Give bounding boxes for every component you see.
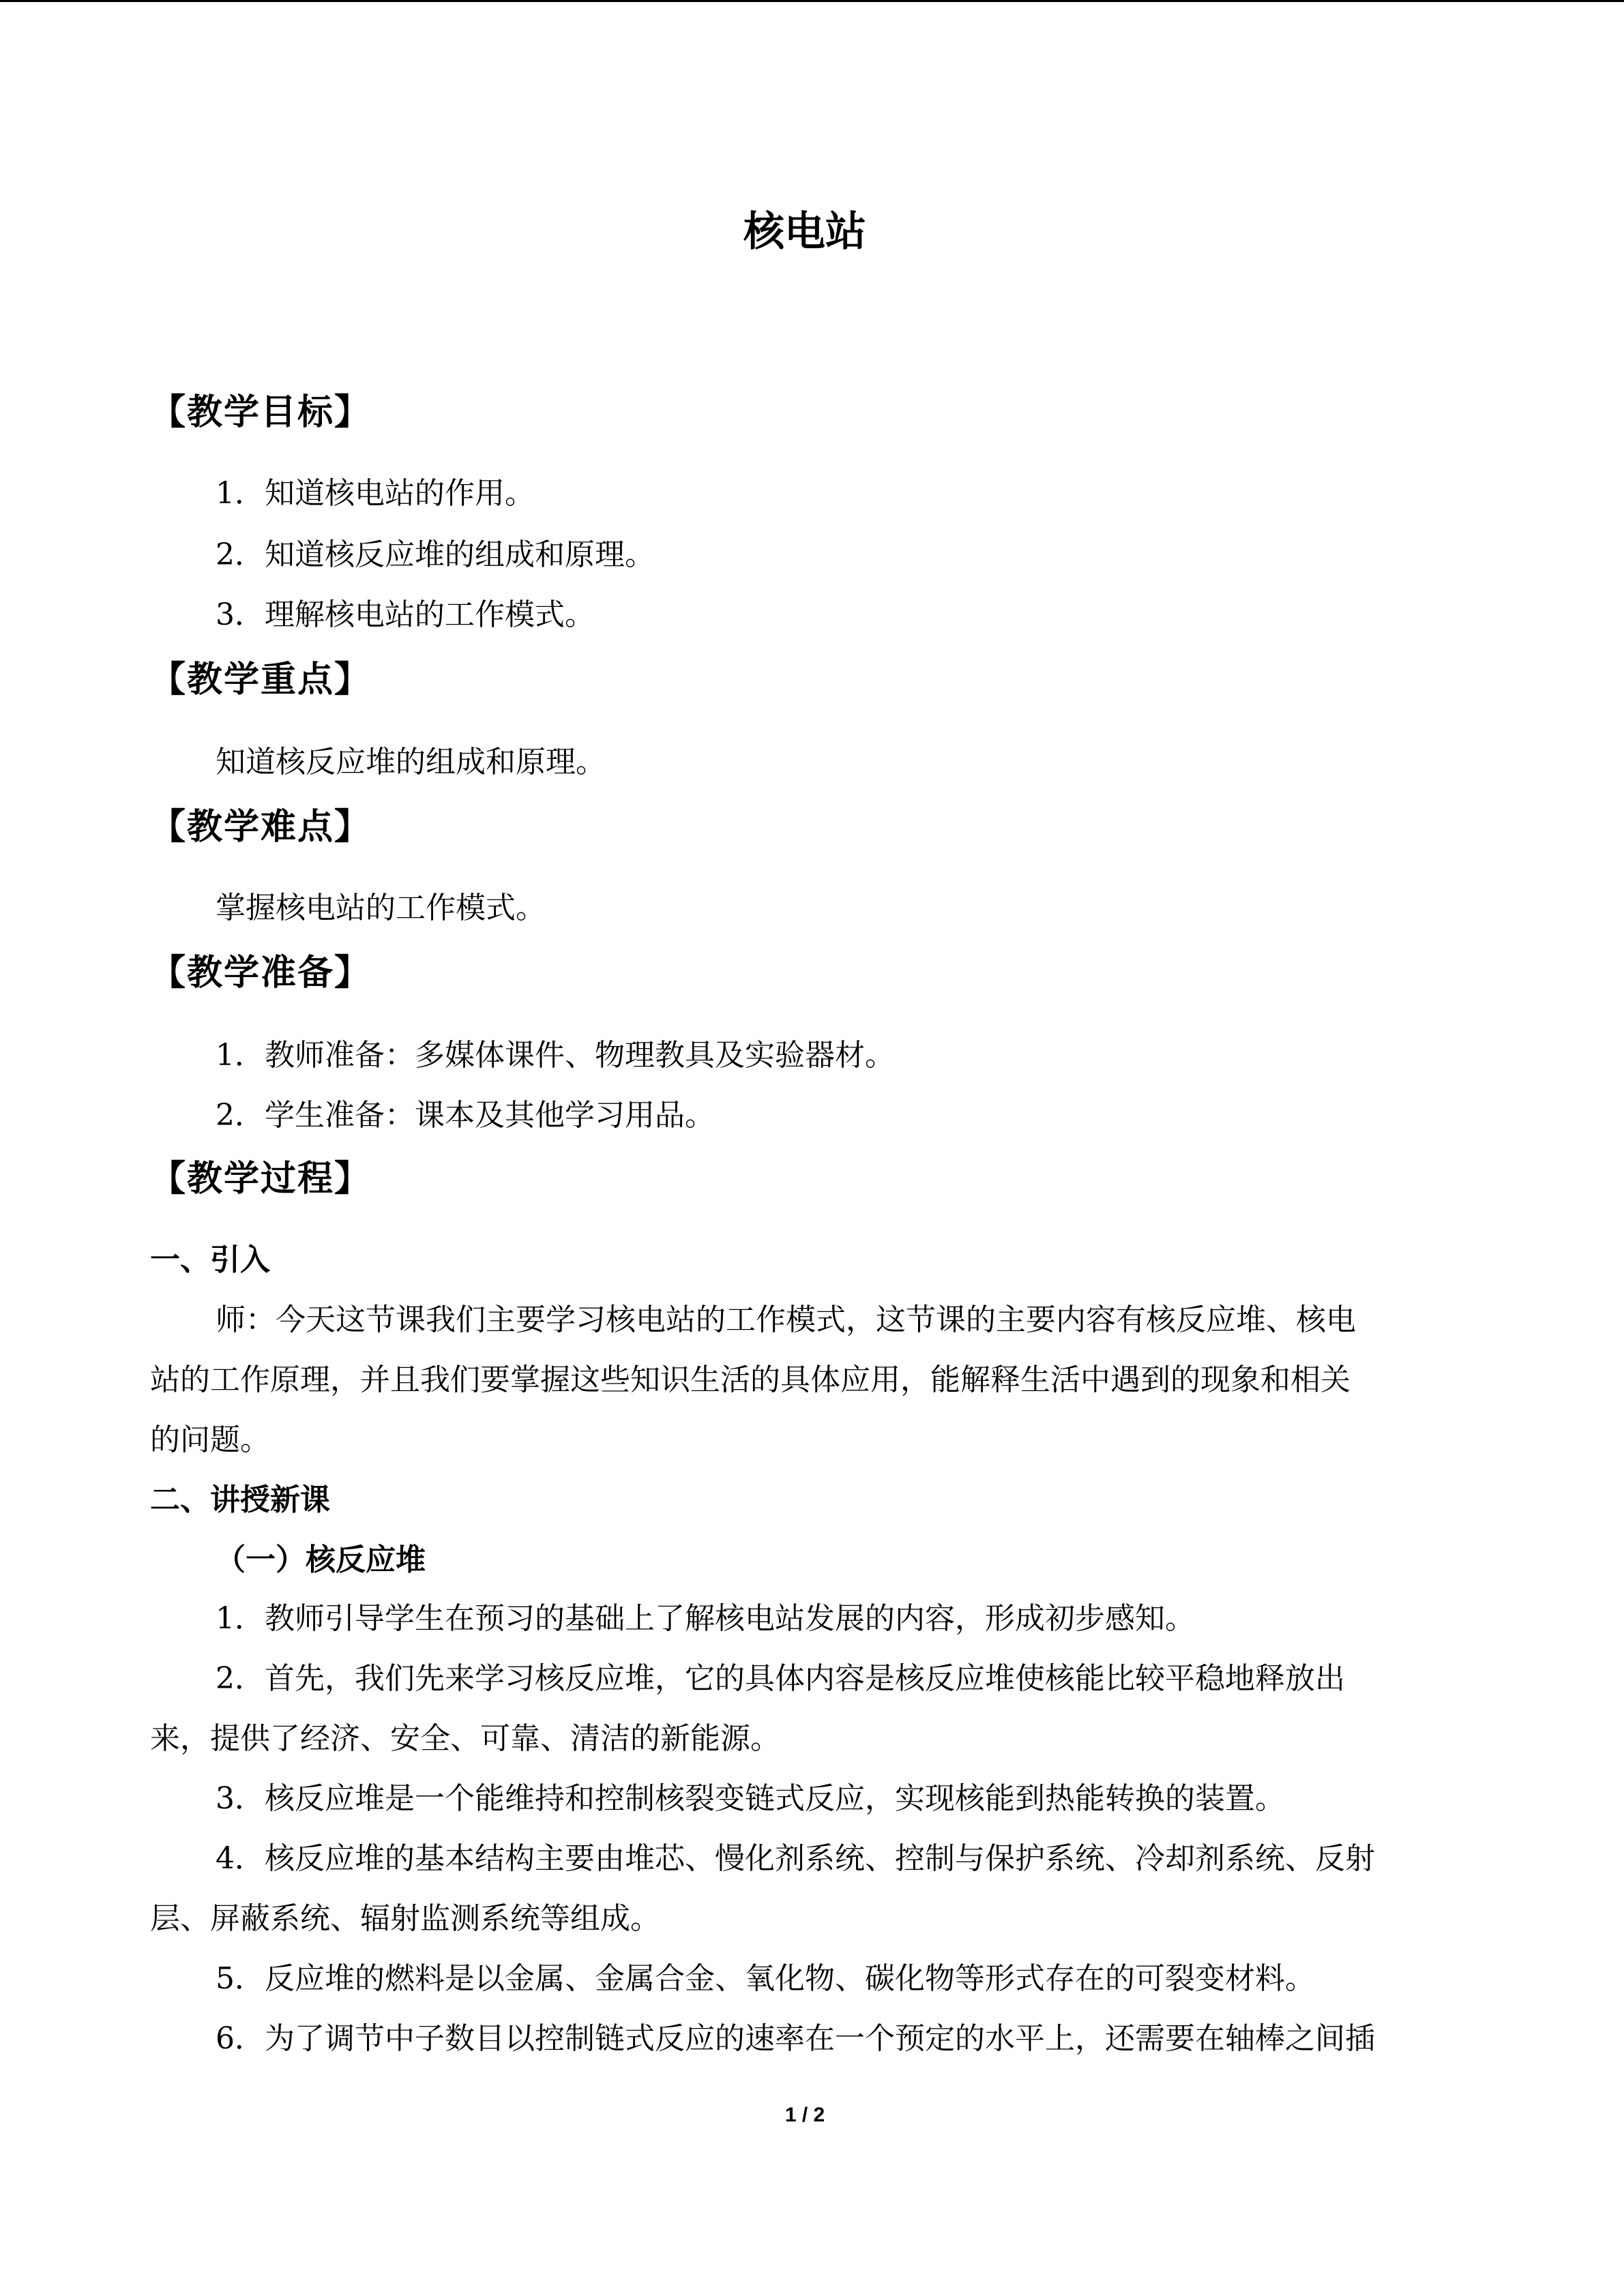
page-number: 1 / 2 <box>784 2104 825 2126</box>
paragraph-line: 4．核反应堆的基本结构主要由堆芯、慢化剂系统、控制与保护系统、冷却剂系统、反射 <box>216 1841 1375 1876</box>
paragraph-line: 2．首先，我们先来学习核反应堆，它的具体内容是核反应堆使核能比较平稳地释放出 <box>216 1661 1345 1696</box>
document-page <box>150 0 1460 2296</box>
key-points-text: 知道核反应堆的组成和原理。 <box>216 745 606 779</box>
objective-item: 3．理解核电站的工作模式。 <box>216 597 595 632</box>
reactor-subheading: （一）核反应堆 <box>216 1542 426 1577</box>
preparation-item: 2．学生准备：课本及其他学习用品。 <box>216 1098 715 1133</box>
paragraph-line: 5．反应堆的燃料是以金属、金属合金、氧化物、碳化物等形式存在的可裂变材料。 <box>216 1961 1315 1996</box>
paragraph-line: 1．教师引导学生在预习的基础上了解核电站发展的内容，形成初步感知。 <box>216 1601 1195 1636</box>
paragraph-line: 的问题。 <box>150 1422 270 1457</box>
paragraph-line: 3．核反应堆是一个能维持和控制核裂变链式反应，实现核能到热能转换的装置。 <box>216 1781 1285 1816</box>
section-heading-key-points: 【教学重点】 <box>150 659 372 700</box>
paragraph-line: 站的工作原理，并且我们要掌握这些知识生活的具体应用，能解释生活中遇到的现象和相关 <box>150 1362 1350 1397</box>
section-heading-objectives: 【教学目标】 <box>150 392 372 433</box>
difficulties-text: 掌握核电站的工作模式。 <box>216 891 546 925</box>
objective-item: 1．知道核电站的作用。 <box>216 476 535 511</box>
paragraph-line: 师：今天这节课我们主要学习核电站的工作模式，这节课的主要内容有核反应堆、核电 <box>216 1302 1356 1337</box>
paragraph-line: 层、屏蔽系统、辐射监测系统等组成。 <box>150 1901 660 1936</box>
section-heading-difficulties: 【教学难点】 <box>150 807 372 848</box>
section-heading-process: 【教学过程】 <box>150 1159 372 1199</box>
new-lesson-heading: 二、讲授新课 <box>150 1482 330 1517</box>
preparation-item: 1．教师准备：多媒体课件、物理教具及实验器材。 <box>216 1038 895 1073</box>
paragraph-line: 来，提供了经济、安全、可靠、清洁的新能源。 <box>150 1721 780 1756</box>
intro-heading: 一、引入 <box>150 1242 270 1277</box>
section-heading-preparation: 【教学准备】 <box>150 953 372 994</box>
objective-item: 2．知道核反应堆的组成和原理。 <box>216 537 655 572</box>
document-title: 核电站 <box>743 208 866 256</box>
paragraph-line: 6．为了调节中子数目以控制链式反应的速率在一个预定的水平上，还需要在轴棒之间插 <box>216 2021 1375 2056</box>
